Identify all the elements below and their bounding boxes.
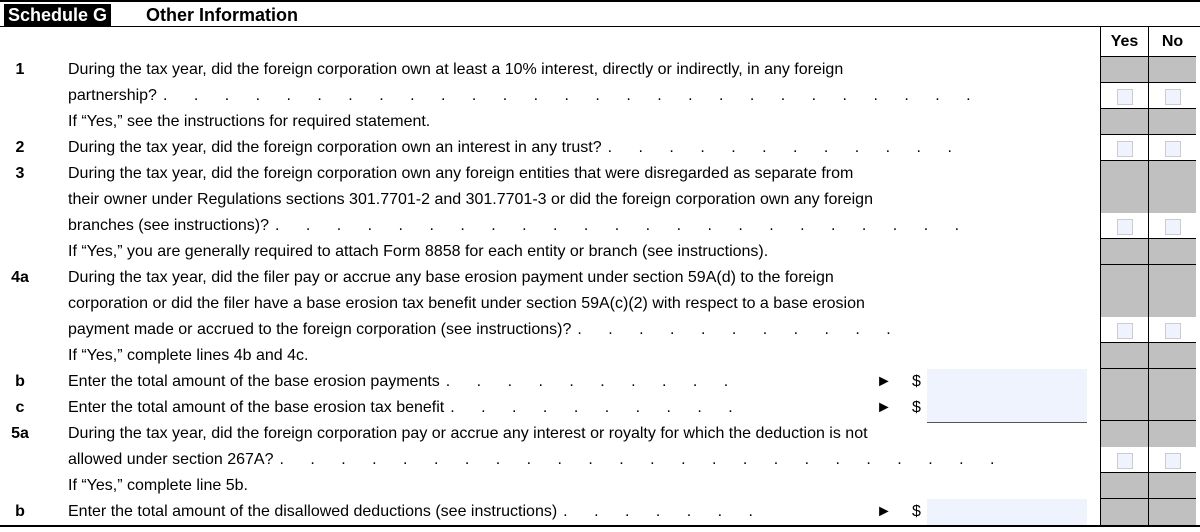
no-cell (1148, 395, 1196, 421)
yes-checkbox[interactable] (1117, 323, 1133, 339)
line-number: b (15, 503, 25, 520)
dollar-sign: $ (912, 399, 921, 416)
form-line (0, 213, 1200, 239)
no-cell (1148, 161, 1196, 187)
line-text (68, 291, 1088, 317)
no-checkbox[interactable] (1165, 141, 1181, 157)
no-cell (1148, 343, 1196, 369)
line-text-content: Enter the total amount of the base erosion payments (68, 373, 440, 390)
line-number: 5a (11, 425, 29, 442)
line-number: 3 (15, 165, 25, 182)
arrow-icon: ► (876, 373, 892, 390)
form-line (0, 135, 1200, 161)
line-text-content: If “Yes,” you are generally required to attach Form 8858 for each entity or branch (see instructions). (68, 243, 769, 260)
yes-cell (1100, 343, 1148, 369)
line-text-content: During the tax year, did the filer pay or accrue any base erosion payment under section 59A(d) to the foreign (68, 269, 834, 286)
line-text (68, 161, 1088, 187)
line-text (68, 213, 1088, 239)
line-text-content: allowed under section 267A? (68, 451, 274, 468)
line-text (68, 343, 1088, 369)
line-text-content: During the tax year, did the foreign corporation own at least a 10% interest, directly or indirectly, in any foreign (68, 61, 844, 78)
no-cell (1148, 421, 1196, 447)
form-line (0, 57, 1200, 83)
no-cell (1148, 239, 1196, 265)
yes-cell (1100, 473, 1148, 499)
yes-cell (1100, 499, 1148, 525)
form-line (0, 369, 1200, 395)
line-text (68, 473, 1088, 499)
no-cell (1148, 291, 1196, 317)
line-text (68, 239, 1088, 265)
schedule-label: Schedule G (4, 4, 111, 26)
schedule-title: Other Information (146, 5, 298, 25)
no-checkbox[interactable] (1165, 453, 1181, 469)
line-text-content: Enter the total amount of the base erosion tax benefit (68, 399, 445, 416)
line-number: b (15, 373, 25, 390)
form-line (0, 161, 1200, 187)
dot-leader: . . . . . . . . . . . . . . . . . . . . . . . (274, 217, 971, 234)
no-cell (1148, 109, 1196, 135)
form-line (0, 291, 1200, 317)
schedule-header (0, 0, 1200, 27)
line-text (68, 317, 1088, 343)
form-line (0, 421, 1200, 447)
yes-cell (1100, 109, 1148, 135)
form-line (0, 265, 1200, 291)
line-text (68, 83, 1088, 109)
amount-input[interactable] (927, 499, 1087, 527)
line-text (68, 57, 1088, 83)
yes-cell (1100, 291, 1148, 317)
form-line (0, 83, 1200, 109)
no-cell (1148, 499, 1196, 525)
line-text-content: During the tax year, did the foreign corporation pay or accrue any interest or royalty for which the deduction is not (68, 425, 868, 442)
line-text-content: During the tax year, did the foreign corporation own any foreign entities that were disregarded as separate from (68, 165, 854, 182)
dot-leader: . . . . . . . . . . . . . . . . . . . . . . . . . . . (162, 87, 982, 104)
no-cell (1148, 213, 1196, 239)
yes-cell (1100, 135, 1148, 161)
line-text-content: corporation or did the filer have a base erosion tax benefit under section 59A(c)(2) with respect to a base erosion (68, 295, 865, 312)
dollar-sign: $ (912, 373, 921, 390)
yes-column-header: Yes (1100, 27, 1148, 57)
yes-cell (1100, 447, 1148, 473)
arrow-icon: ► (876, 399, 892, 416)
no-cell (1148, 57, 1196, 83)
no-checkbox[interactable] (1165, 89, 1181, 105)
line-text (68, 447, 1088, 473)
dot-leader: . . . . . . . (563, 503, 764, 520)
no-cell (1148, 447, 1196, 473)
yes-cell (1100, 83, 1148, 109)
dot-leader: . . . . . . . . . . . . . . . . . . . . . . . . (279, 451, 1006, 468)
yes-checkbox[interactable] (1117, 89, 1133, 105)
yes-cell (1100, 369, 1148, 395)
line-text (68, 187, 1088, 213)
line-text-content: If “Yes,” see the instructions for required statement. (68, 113, 431, 130)
form-line (0, 499, 1200, 525)
line-text-content: If “Yes,” complete lines 4b and 4c. (68, 347, 309, 364)
no-cell (1148, 369, 1196, 395)
line-number: c (15, 399, 25, 416)
yes-cell (1100, 421, 1148, 447)
yes-cell (1100, 265, 1148, 291)
yes-cell (1100, 239, 1148, 265)
no-checkbox[interactable] (1165, 219, 1181, 235)
no-cell (1148, 265, 1196, 291)
yes-cell (1100, 317, 1148, 343)
line-text (68, 265, 1088, 291)
line-text-content: partnership? (68, 87, 157, 104)
no-cell (1148, 135, 1196, 161)
line-number: 2 (15, 139, 25, 156)
no-column-header: No (1148, 27, 1196, 57)
amount-input[interactable] (927, 395, 1087, 423)
form-line (0, 395, 1200, 421)
line-text-content: During the tax year, did the foreign corporation own an interest in any trust? (68, 139, 602, 156)
line-text-content: Enter the total amount of the disallowed deductions (see instructions) (68, 503, 558, 520)
line-text-content: payment made or accrued to the foreign corporation (see instructions)? (68, 321, 572, 338)
bottom-rule (0, 525, 1200, 527)
line-text (68, 135, 1088, 161)
line-number: 1 (15, 61, 25, 78)
line-text-content: If “Yes,” complete line 5b. (68, 477, 248, 494)
line-number: 4a (11, 269, 29, 286)
yes-cell (1100, 395, 1148, 421)
form-line (0, 239, 1200, 265)
form-line (0, 317, 1200, 343)
dollar-sign: $ (912, 503, 921, 520)
yes-checkbox[interactable] (1117, 453, 1133, 469)
line-text (68, 421, 1088, 447)
amount-input[interactable] (927, 369, 1087, 397)
form-line (0, 473, 1200, 499)
yes-cell (1100, 161, 1148, 187)
yes-checkbox[interactable] (1117, 219, 1133, 235)
yes-cell (1100, 187, 1148, 213)
form-line (0, 343, 1200, 369)
no-cell (1148, 317, 1196, 343)
dot-leader: . . . . . . . . . . . . (607, 139, 963, 156)
yes-cell (1100, 57, 1148, 83)
arrow-icon: ► (876, 503, 892, 520)
no-cell (1148, 187, 1196, 213)
no-cell (1148, 83, 1196, 109)
form-line (0, 187, 1200, 213)
line-text (68, 109, 1088, 135)
dot-leader: . . . . . . . . . . . (577, 321, 902, 338)
yes-cell (1100, 213, 1148, 239)
line-text-content: their owner under Regulations sections 301.7701-2 and 301.7701-3 or did the foreign corporation own any foreign (68, 191, 873, 208)
yes-checkbox[interactable] (1117, 141, 1133, 157)
line-text-content: branches (see instructions)? (68, 217, 269, 234)
form-line (0, 109, 1200, 135)
form-line (0, 447, 1200, 473)
no-checkbox[interactable] (1165, 323, 1181, 339)
no-cell (1148, 473, 1196, 499)
dot-leader: . . . . . . . . . . (445, 373, 740, 390)
dot-leader: . . . . . . . . . . (450, 399, 744, 416)
